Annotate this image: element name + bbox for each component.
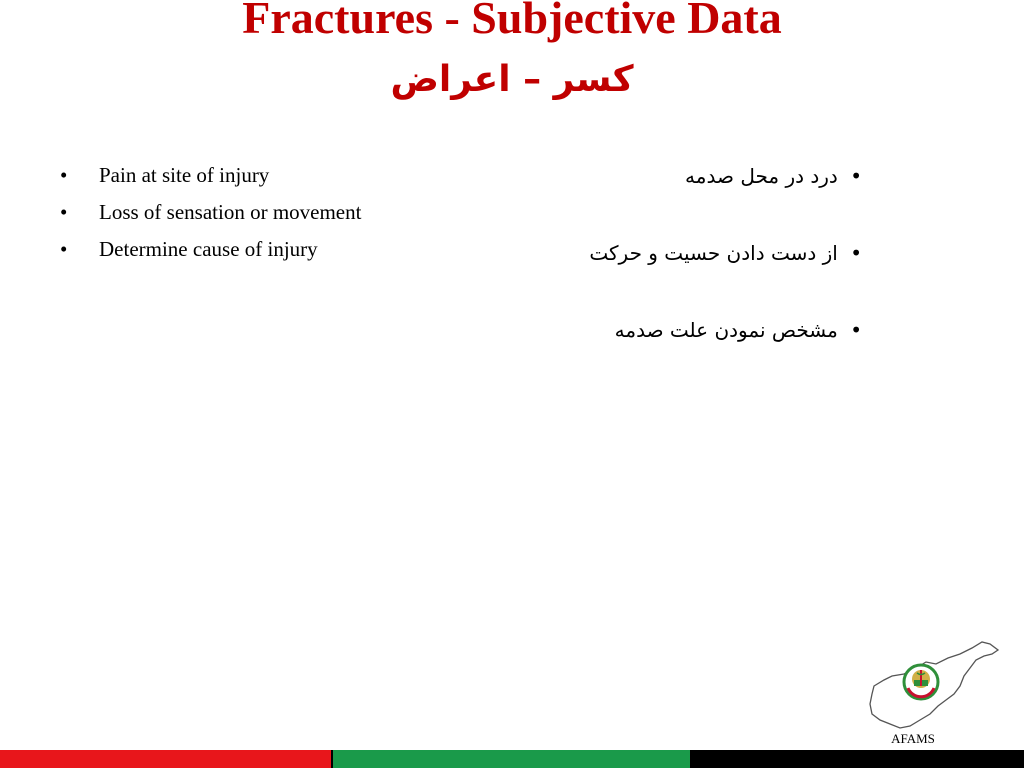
flag-stripe-green <box>333 750 690 768</box>
flag-stripe-red <box>0 750 331 768</box>
bullet-text: درد در محل صدمه <box>685 164 838 188</box>
list-item <box>442 312 862 348</box>
afams-emblem-icon <box>904 665 938 699</box>
bullet-marker: • <box>60 200 68 224</box>
bullet-marker: • <box>850 241 862 265</box>
bullet-text: Determine cause of injury <box>99 237 318 261</box>
bullet-text: از دست دادن حسیت و حرکت <box>589 241 838 265</box>
bullet-text: مشخص نمودن علت صدمه <box>614 318 838 342</box>
afams-label: AFAMS <box>891 731 935 746</box>
bullet-text: Loss of sensation or movement <box>99 200 362 224</box>
list-item <box>442 158 862 194</box>
bullet-text: Pain at site of injury <box>99 163 270 187</box>
list-item <box>56 160 386 190</box>
list-item <box>56 234 386 264</box>
list-item <box>442 235 862 271</box>
bullet-marker: • <box>850 164 862 188</box>
slide-title-dari: کسر – اعراض <box>390 59 634 100</box>
slide-title-english: Fractures - Subjective Data <box>242 0 782 43</box>
list-item <box>56 197 386 227</box>
bullet-marker: • <box>60 237 68 261</box>
bullet-marker: • <box>850 318 862 342</box>
dari-bullet-list <box>442 158 862 389</box>
flag-color-bar <box>0 750 1024 768</box>
bullet-marker: • <box>60 163 68 187</box>
english-bullet-list <box>56 160 386 271</box>
